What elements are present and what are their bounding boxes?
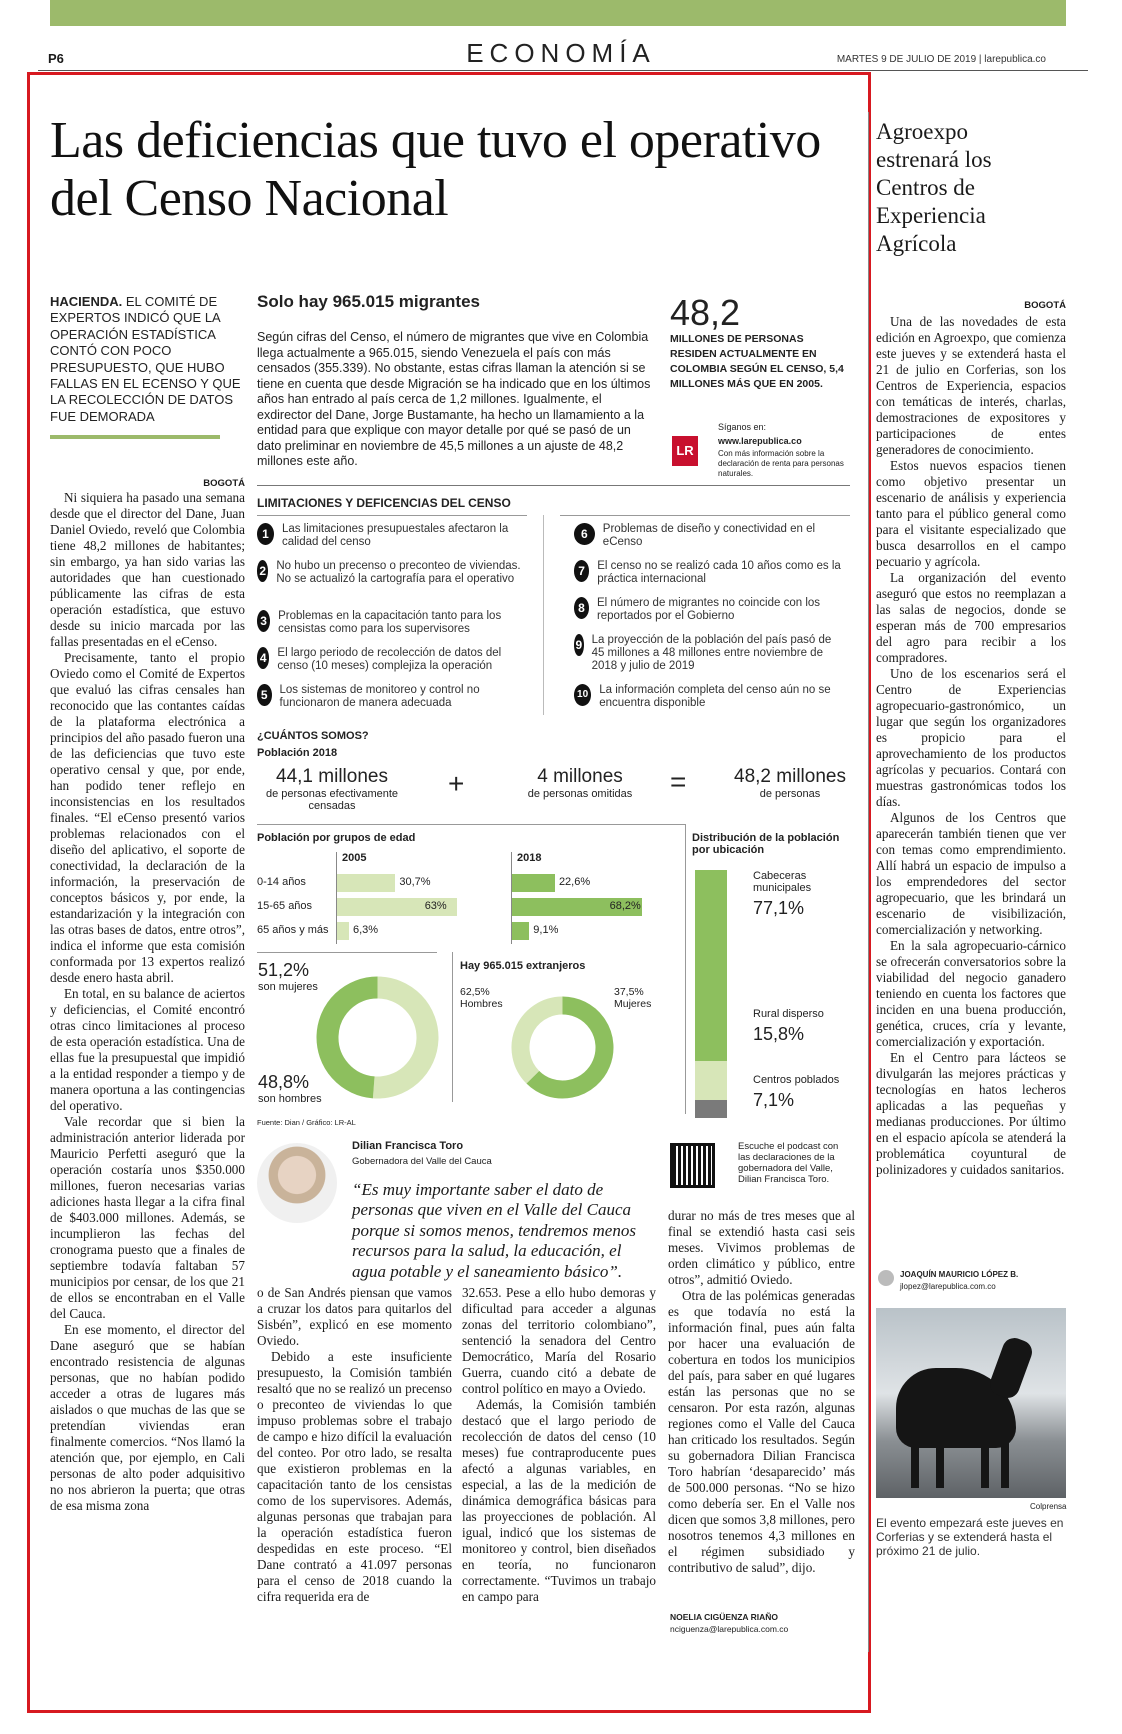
- age-cat-label: 0-14 años: [257, 876, 306, 888]
- number-badge: 7: [574, 560, 589, 582]
- section-title: ECONOMÍA: [466, 38, 656, 68]
- age-bar-2005: [337, 874, 395, 892]
- number-badge: 9: [574, 634, 584, 656]
- article-headline: Las deficiencias que tuvo el operativo del Censo Nacional: [50, 112, 821, 228]
- number-badge: 2: [257, 560, 268, 582]
- page-number: P6: [48, 51, 64, 66]
- migrants-title: Solo hay 965.015 migrantes: [257, 292, 480, 311]
- date: MARTES 9 DE JULIO DE 2019: [836, 54, 977, 65]
- age-bar-label: 22,6%: [558, 876, 591, 888]
- number-badge: 1: [257, 523, 274, 545]
- paragraph: Una de las novedades de esta edición en Agroexpo, que comienza este jueves y se extenderá hasta el 21 de julio en Corferias, son los Centros de Experiencia, espacios con temáticas de interés, charlas, demostraciones de expositores y participaciones de entes generadores de conocimiento.: [876, 314, 1066, 457]
- paragraph: Otra de las polémicas generadas es que todavía no está la información final, pues aún falta por hacer una evaluación de cobertura en todos los municipios del país, para saber en qué lugares están las personas que no se censaron. Por esta razón, algunas regiones como el Valle del Cauca han criticado los resultados. Según su gobernadora Dilian Francisca Toro habrían ‘desaparecido’ más de 500.000 personas. “No se hizo como debería ser. En el Valle nos dicen que somos 3,8 millones, pero nosotros tenemos 4,3 millones en el régimen subsidiado y contributivo de salud”, dijo.: [668, 1288, 855, 1575]
- portrait-photo: [257, 1143, 337, 1223]
- number-badge: 8: [574, 597, 589, 619]
- paragraph: Uno de los escenarios será el Centro de Experiencias agropecuario-gastronómico, un lugar que según los organizadores es propicio para el aprovechamiento de los productos agrícolas y pecuarios. Contará con muestras gastronómicas todos los días.: [876, 666, 1066, 809]
- article-column-3: [462, 1285, 656, 1605]
- age-bar-label: 68,2%: [609, 900, 641, 912]
- divider: [560, 515, 850, 516]
- location-label: Cabeceras municipales: [753, 870, 812, 894]
- limit-item: [574, 634, 844, 673]
- author-avatar: [878, 1270, 894, 1286]
- paragraph: En el Centro para lácteos se divulgarán las mejores prácticas y tecnologías en hatos lecheros aplicadas a las pequeñas y medianas producciones. Por último en el espacio apícola se atenderá la problemática coyuntural de polinizadores y cuidados sanitarios.: [876, 1050, 1066, 1177]
- men-pct: 48,8%: [258, 1072, 310, 1092]
- foreign-men-label: Hombres: [460, 998, 503, 1010]
- podcast-note: Escuche el podcast con las declaraciones de la gobernadora del Valle, Dilian Francisca Toro.: [738, 1141, 839, 1185]
- location-value: 7,1%: [753, 1090, 795, 1110]
- paragraph: Algunos de los Centros que aparecerán también tienen que ver con temas como emprendimiento. Allí habrá un espacio de impulso a los emprendedores del sector agropecuario, que les brindará un escenario de visibilización, comercialización y networking.: [876, 810, 1066, 937]
- paragraph: durar no más de tres meses que al final se extendió hasta casi seis meses. Vivimos problemas de orden climático y público, entre otros”, admitió Oviedo.: [668, 1208, 855, 1287]
- equals-sign: =: [670, 766, 687, 797]
- donut-slice: [521, 1006, 563, 1078]
- location-segment: [695, 1061, 727, 1100]
- limit-item: [257, 560, 527, 586]
- age-chart-title: Población por grupos de edad: [257, 832, 416, 844]
- donut-slice: [327, 988, 377, 1088]
- big-stat-text: MILLONES DE PERSONAS RESIDEN ACTUALMENTE EN COLOMBIA SEGÚN EL CENSO, 5,4 MILLONES MÁS QUE EN 2005.: [670, 333, 844, 390]
- sidebar-email[interactable]: jlopez@larepublica.com.co: [900, 1282, 996, 1291]
- divider: [257, 515, 527, 516]
- age-bar-label: 6,3%: [352, 924, 379, 936]
- limit-text: El número de migrantes no coincide con los reportados por el Gobierno: [596, 597, 821, 622]
- article-place: BOGOTÁ: [203, 478, 245, 489]
- paragraph: 32.653. Pese a ello hubo demoras y dificultad para acceder a algunas zonas del territorio colombiano”, sentenció la senadora del Centro Democrático, María del Rosario Guerra, cuando citó a debate de control político en mayo a Oviedo.: [462, 1285, 656, 1396]
- limit-text: Los sistemas de monitoreo y control no funcionaron de manera adecuada: [279, 684, 480, 709]
- censused-block: [257, 766, 407, 812]
- number-badge: 6: [574, 523, 595, 545]
- number-badge: 10: [574, 684, 591, 706]
- paragraph: Ni siquiera ha pasado una semana desde que el director del Dane, Juan Daniel Oviedo, reveló que Colombia tiene 48,2 millones de habitantes; sin embargo, ya han sido varias las autoridades que han cuestionado públicamente las cifras de esta operación estadística, que estuvo desde su inicio marcada por las fallas presentadas en el eCenso.: [50, 490, 245, 649]
- kicker-tag: HACIENDA.: [50, 294, 123, 309]
- qr-code[interactable]: [670, 1143, 715, 1188]
- limit-text: La información completa del censo aún no se encuentra disponible: [599, 684, 831, 709]
- quote-person-name: Dilian Francisca Toro: [352, 1140, 464, 1152]
- limit-item: [257, 684, 527, 710]
- location-segment: [695, 1100, 727, 1118]
- limit-item: [574, 560, 844, 586]
- limit-text: Problemas en la capacitación tanto para los censistas como para los supervisores: [278, 610, 502, 635]
- site[interactable]: larepublica.co: [984, 54, 1046, 65]
- limit-text: Problemas de diseño y conectividad en el eCenso: [602, 523, 816, 548]
- divider: [685, 824, 686, 1114]
- men-label: son hombres: [258, 1093, 322, 1105]
- article-kicker: [50, 294, 245, 425]
- divider: [257, 485, 850, 486]
- age-bar-label: 30,7%: [399, 876, 431, 888]
- censused-value: 44,1 millones: [276, 766, 388, 787]
- number-badge: 5: [257, 684, 272, 706]
- sidebar-author: JOAQUÍN MAURICIO LÓPEZ B.: [900, 1270, 1019, 1279]
- howmany-title: ¿CUÁNTOS SOMOS?: [257, 730, 369, 742]
- age-bar-label: 9,1%: [533, 924, 559, 936]
- author-email[interactable]: nciguenza@larepublica.com.co: [670, 1624, 789, 1634]
- migrants-text: Según cifras del Censo, el número de migrantes que vive en Colombia llega actualmente a 965.015, siendo Venezuela el país con más censados (355.339). No obstante, estas cifras llaman la atención si se tiene en cuenta que desde Migración se ha indicado que en los últimos años han entrado al país cerca de 1,2 millones. Igualmente, el exdirector del Dane, Jorge Bustamante, ha hecho un llamamiento a la entidad para que explique con mayor detalle por qué se pasó de un dato preliminar en noviembre de 45,5 millones a un ajuste de 48,2 millones este año.: [257, 330, 651, 468]
- limit-item: [574, 523, 844, 549]
- paragraph: La organización del evento aseguró que estos no reemplazan a las salas de negocios, donde se esperan más de 700 empresarios del agro para recibir a los compradores.: [876, 570, 1066, 665]
- chart-source: Fuente: Dian / Gráfico: LR-AL: [257, 1118, 356, 1127]
- limit-text: La proyección de la población del país pasó de 45 millones a 48 millones entre noviembre de 2018 y julio de 2019: [591, 634, 832, 672]
- sidebar-body: [876, 314, 1066, 1178]
- divider: [257, 952, 437, 953]
- article-column-1: [50, 490, 245, 1514]
- women-label: son mujeres: [258, 981, 318, 993]
- author-name: NOELIA CIGÜENZA RIAÑO: [670, 1612, 778, 1622]
- howmany-subtitle: Población 2018: [257, 747, 338, 759]
- total-label: de personas: [759, 788, 821, 800]
- limit-item: [257, 523, 527, 549]
- plus-sign: +: [448, 768, 465, 799]
- donut-slice: [374, 988, 428, 1088]
- limit-item: [257, 610, 527, 636]
- limit-item: [574, 597, 844, 623]
- omitted-block: [505, 766, 655, 800]
- limit-text: No hubo un precenso o preconteo de viviendas. No se actualizó la cartografía para el operativo: [276, 560, 521, 585]
- limits-title: LIMITACIONES Y DEFICENCIAS DEL CENSO: [257, 496, 511, 510]
- censused-label: de personas efectivamente censadas: [265, 788, 399, 812]
- follow-url[interactable]: www.larepublica.co: [718, 436, 802, 446]
- age-bar-label: 63%: [424, 900, 447, 912]
- location-title: Distribución de la población por ubicación: [692, 832, 840, 856]
- paragraph: En ese momento, el director del Dane aseguró que se habían encontrado resistencia de algunas personas, que no habían podido acceder a otras de lugares más aislados o que muchas de las que se pretendían viviendas eran finalmente comercios. “Nos llamó la atención que, por ejemplo, en Cali personas de alto poder adquisitivo no nos abrieron la puerta; que otras de esa misma zona: [50, 1322, 245, 1513]
- omitted-value: 4 millones: [537, 766, 623, 787]
- location-segment: [695, 870, 727, 1061]
- age-bar-2018: [512, 922, 529, 940]
- paragraph: En la sala agropecuario-cárnico se ofrecerán conversatorios sobre la viabilidad del negocio ganadero teniendo en cuenta los factores que inciden en una buena producción, genética, cruces, cría y levante, comercialización y exportación.: [876, 938, 1066, 1049]
- divider: [543, 515, 544, 715]
- quote-person-role: Gobernadora del Valle del Cauca: [352, 1156, 492, 1167]
- series-2018-label: 2018: [517, 852, 542, 864]
- number-badge: 4: [257, 647, 269, 669]
- foreign-women-pct: 37,5%: [614, 986, 644, 998]
- omitted-label: de personas omitidas: [527, 788, 633, 800]
- total-block: [720, 766, 860, 800]
- location-label: Centros poblados: [753, 1074, 840, 1086]
- kicker-rule: [50, 435, 220, 439]
- paragraph: En total, en su balance de aciertos y deficiencias, el Comité encontró otras cinco limitaciones al proceso de esta operación estadística. Una de ellas fue la presupuestal que impidió a la entidad responder a tiempo y de manera oportuna a las contingencias del operativo.: [50, 986, 245, 1113]
- kicker-text: EL COMITÉ DE EXPERTOS INDICÓ QUE LA OPERACIÓN ESTADÍSTICA CONTÓ CON POCO PRESUPUESTO, QUE HUBO FALLAS EN EL ECENSO Y QUE LA RECOLECCIÓN DE DATOS FUE DEMORADA: [50, 294, 241, 424]
- article-column-4: [668, 1208, 855, 1576]
- foreigners-title: Hay 965.015 extranjeros: [460, 960, 586, 972]
- paragraph: Debido a este insuficiente presupuesto, la Comisión también resaltó que no se realizó un precenso o preconteo de viviendas lo que impuso problemas sobre el trabajo de campo e hizo difícil la evaluación del conteo. Por otro lado, se resalta que existieron problemas en la capacitación tanto de los censistas como de los supervisores. Además, algunas personas que trabajan para la operación estadística fueron despedidas en este proceso. “El Dane contrató a 41.097 personas para el censo de 2018 cuando la cifra requerida era de: [257, 1349, 452, 1604]
- foreign-men-pct: 62,5%: [460, 986, 490, 998]
- limit-item: [574, 684, 844, 710]
- series-2005-label: 2005: [342, 852, 367, 864]
- gender-donut: [310, 970, 445, 1105]
- lr-logo: LR: [672, 436, 698, 466]
- sidebar-rule: [868, 112, 869, 1652]
- pull-quote: “Es muy importante saber el dato de personas que viven en el Valle del Cauca porque si somos menos, tendremos menos recursos para la salud, la educación, el agua potable y el saneamiento básico”.: [352, 1180, 636, 1281]
- follow-note: Con más información sobre la declaración de renta para personas naturales.: [718, 449, 844, 478]
- number-badge: 3: [257, 610, 270, 632]
- location-value: 77,1%: [753, 898, 805, 918]
- paragraph: Estos nuevos espacios tienen como objetivo presentar un escenario de análisis y experiencia tanto para el público general como para el visitante especializado que busca desarrollos en el campo pecuario y agrícola.: [876, 458, 1066, 569]
- limit-text: El largo periodo de recolección de datos del censo (10 meses) complejiza la operación: [277, 647, 502, 672]
- photo-caption: El evento empezará este jueves en Corferias y se extenderá hasta el próximo 21 de julio.: [876, 1516, 1064, 1558]
- follow-label: Síganos en:: [718, 422, 767, 432]
- women-pct: 51,2%: [258, 960, 310, 980]
- location-label: Rural disperso: [753, 1008, 824, 1020]
- total-value: 48,2 millones: [734, 766, 846, 787]
- foreign-women-label: Mujeres: [614, 998, 652, 1010]
- big-stat-value: 48,2: [670, 292, 741, 333]
- paragraph: Precisamente, tanto el propio Oviedo como el Comité de Expertos que evaluó las cifras censales han reconocido que las contantes caídas de la plataforma electrónica a principios del año pasado fueron una de las deficiencias que tuvo este operativo censal y que, por ende, han podido tener reflejo en inconsistencias en los resultados finales. “El eCenso presentó varios problemas relacionados con el diseño del aplicativo, el soporte de conectividad, la declaración de la información, la preservación de conceptos básicos y, por ende, la estandarización y la integración con las otras bases de datos, entre otros”, indica el informe que esta comisión conformada por 13 expertos realizó desde enero hasta abril.: [50, 650, 245, 985]
- age-bar-2018: [512, 874, 555, 892]
- dateline: MARTES 9 DE JULIO DE 2019 | larepublica.co: [836, 54, 1046, 65]
- header-rule: [38, 70, 1088, 71]
- divider: [452, 952, 453, 1102]
- foreigners-donut: [505, 990, 620, 1105]
- article-column-2: [257, 1285, 452, 1605]
- limit-item: [257, 647, 527, 673]
- age-cat-label: 65 años y más: [257, 924, 329, 936]
- divider: [257, 824, 685, 825]
- limit-text: El censo no se realizó cada 10 años como es la práctica internacional: [597, 560, 841, 585]
- age-bar-2005: [337, 922, 349, 940]
- sidebar-headline: Agroexpo estrenará los Centros de Experiencia Agrícola: [876, 119, 992, 256]
- top-color-bar: [50, 0, 1066, 26]
- paragraph: o de San Andrés piensan que vamos a cruzar los datos para quitarlos del Sisbén”, explicó en ese momento Oviedo.: [257, 1285, 452, 1348]
- age-cat-label: 15-65 años: [257, 900, 313, 912]
- limit-text: Las limitaciones presupuestales afectaron la calidad del censo: [281, 523, 509, 548]
- sidebar-place: BOGOTÁ: [1024, 300, 1066, 311]
- paragraph: Además, la Comisión también destacó que el largo periodo de recolección de datos del censo (10 meses) fue contraproducente pues afectó a algunas variables, en especial, a las de la medición de dinámica demográfica básicas para las proyecciones de población. Al igual, indicó que los sistemas de monitoreo y control, bien diseñados en teoría, no funcionaron correctamente. “Tuvimos un trabajo en campo para: [462, 1397, 656, 1604]
- paragraph: Vale recordar que si bien la administración anterior liderada por Mauricio Perfetti aseguró que la operación costaría unos $350.000 millones, fueron necesarias varias adiciones hasta llegar a la cifra final de $403.000 millones. Además, se incumplieron las fechas del cronograma puesto que a finales de septiembre todavía faltaban 57 municipios por censar, de los que 21 de ellos se encontraban en el Valle del Cauca.: [50, 1114, 245, 1321]
- horse-photo: [876, 1308, 1066, 1498]
- photo-credit: Colprensa: [1030, 1502, 1067, 1511]
- location-value: 15,8%: [753, 1024, 805, 1044]
